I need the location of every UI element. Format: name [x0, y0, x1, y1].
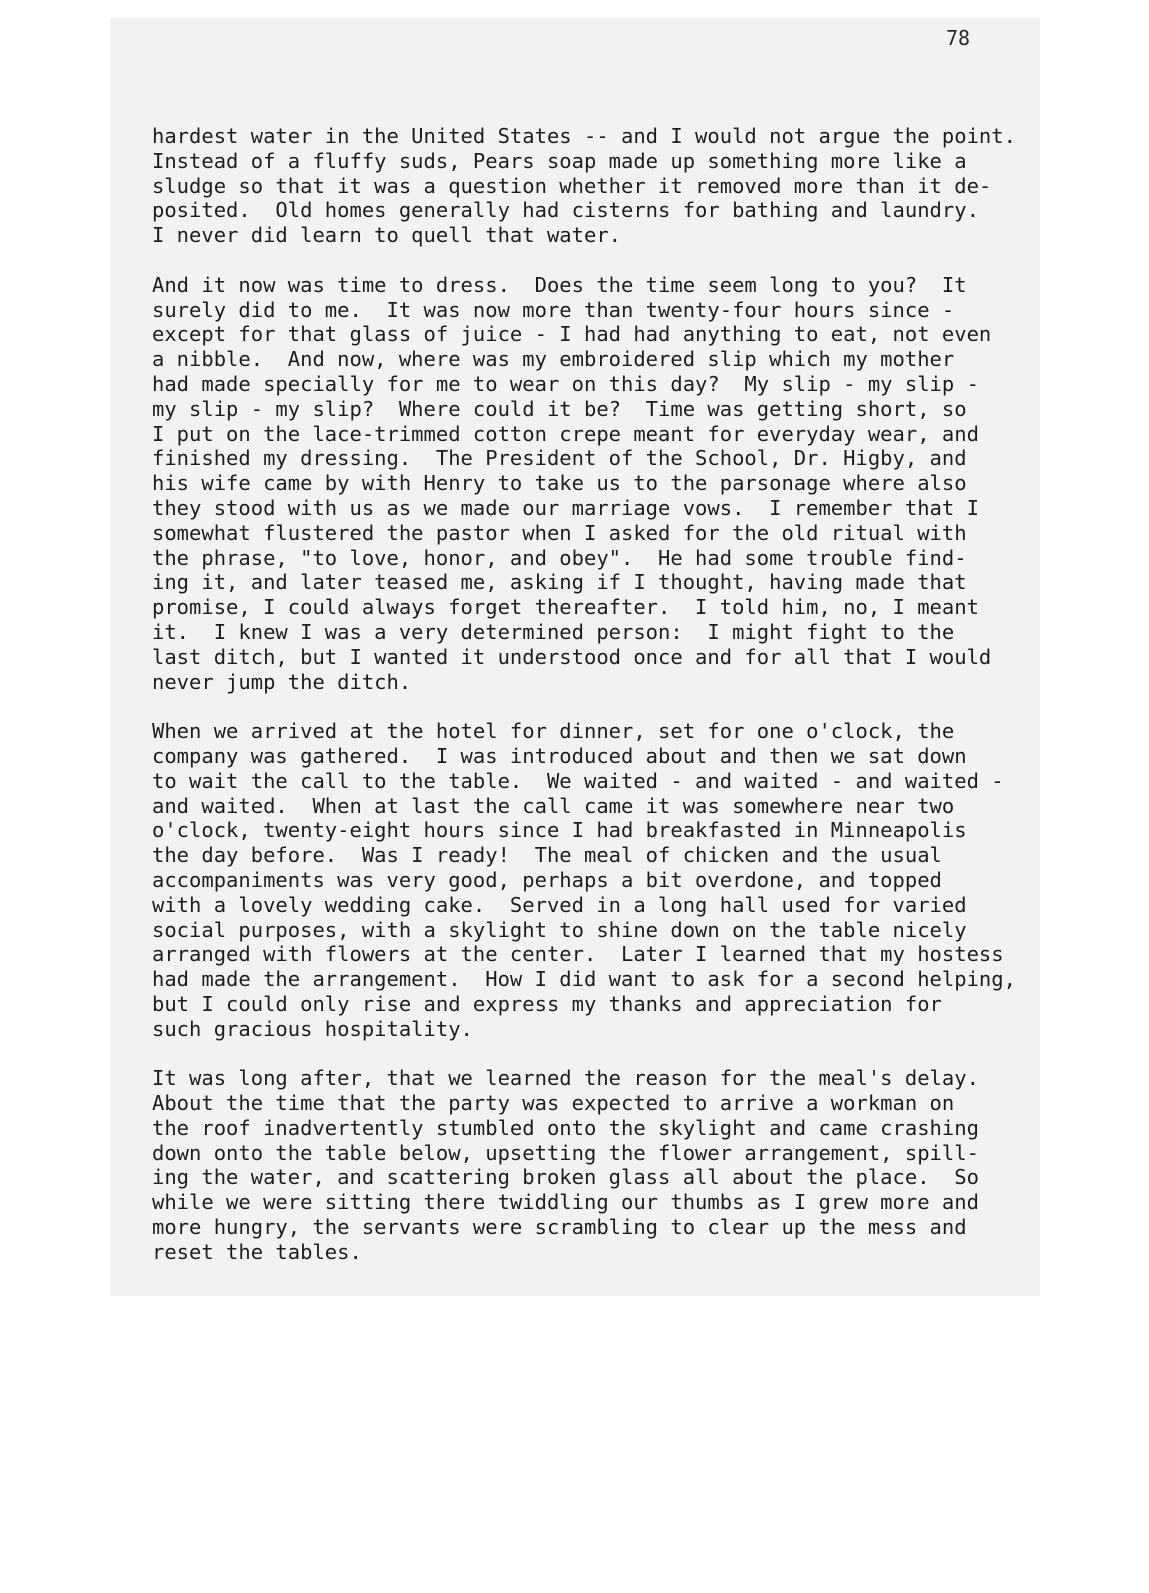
text-line: the day before. Was I ready! The meal of chicken and the usual — [152, 843, 942, 868]
text-line: And it now was time to dress. Does the time seem long to you? It — [152, 272, 967, 297]
text-line: arranged with flowers at the center. Later I learned that my hostess — [152, 942, 1004, 967]
text-line: they stood with us as we made our marriage vows. I remember that I — [152, 495, 979, 520]
text-line: ing it, and later teased me, asking if I thought, having made that — [152, 570, 967, 595]
text-line: to wait the call to the table. We waited - and waited - and waited - — [152, 768, 1004, 793]
text-line: somewhat flustered the pastor when I asked for the old ritual with — [152, 520, 967, 545]
text-line: a nibble. And now, where was my embroidered slip which my mother — [152, 347, 955, 372]
text-line: When we arrived at the hotel for dinner, set for one o'clock, the — [152, 719, 955, 744]
text-line: more hungry, the servants were scrambling to clear up the mess and — [152, 1215, 967, 1240]
text-line: the roof inadvertently stumbled onto the skylight and came crashing — [152, 1115, 979, 1140]
text-line: had made specially for me to wear on this day? My slip - my slip - — [152, 371, 979, 396]
text-line: never jump the ditch. — [152, 669, 412, 694]
text-line: It was long after, that we learned the reason for the meal's delay. — [152, 1066, 979, 1091]
text-line: my slip - my slip? Where could it be? Time was getting short, so — [152, 396, 967, 421]
text-line: promise, I could always forget thereafter. I told him, no, I meant — [152, 595, 979, 620]
text-line: accompaniments was very good, perhaps a bit overdone, and topped — [152, 867, 942, 892]
text-line: ing the water, and scattering broken glass all about the place. So — [152, 1165, 979, 1190]
text-line: surely did to me. It was now more than twenty-four hours since - — [152, 297, 955, 322]
text-line: social purposes, with a skylight to shine down on the table nicely — [152, 917, 967, 942]
text-line: Instead of a fluffy suds, Pears soap made up something more like a — [152, 148, 967, 173]
body-text — [152, 124, 1032, 1289]
text-line: posited. Old homes generally had cisterns for bathing and laundry. — [152, 198, 979, 223]
paragraph-4 — [152, 1066, 1032, 1264]
text-line: but I could only rise and express my thanks and appreciation for — [152, 991, 942, 1016]
text-line: the phrase, "to love, honor, and obey". He had some trouble find- — [152, 545, 967, 570]
text-line: finished my dressing. The President of the School, Dr. Higby, and — [152, 446, 967, 471]
text-line: I never did learn to quell that water. — [152, 223, 621, 248]
text-line: had made the arrangement. How I did want to ask for a second helping, — [152, 967, 1016, 992]
text-line: except for that glass of juice - I had had anything to eat, not even — [152, 322, 992, 347]
paragraph-1 — [152, 124, 1032, 248]
paragraph-3 — [152, 719, 1032, 1041]
text-line: About the time that the party was expected to arrive a workman on — [152, 1091, 955, 1116]
text-line: last ditch, but I wanted it understood once and for all that I would — [152, 644, 992, 669]
paragraph-2 — [152, 273, 1032, 695]
text-line: with a lovely wedding cake. Served in a long hall used for varied — [152, 892, 967, 917]
text-line: his wife came by with Henry to take us to the parsonage where also — [152, 471, 967, 496]
text-line: sludge so that it was a question whether it removed more than it de- — [152, 173, 992, 198]
text-line: down onto the table below, upsetting the flower arrangement, spill- — [152, 1140, 979, 1165]
text-line: company was gathered. I was introduced about and then we sat down — [152, 743, 967, 768]
text-line: I put on the lace-trimmed cotton crepe meant for everyday wear, and — [152, 421, 979, 446]
text-line: o'clock, twenty-eight hours since I had breakfasted in Minneapolis — [152, 818, 967, 843]
text-line: while we were sitting there twiddling our thumbs as I grew more and — [152, 1190, 979, 1215]
text-line: reset the tables. — [152, 1239, 362, 1264]
page-number: 78 — [946, 26, 971, 50]
text-line: it. I knew I was a very determined person: I might fight to the — [152, 619, 955, 644]
text-line: such gracious hospitality. — [152, 1016, 473, 1041]
text-line: and waited. When at last the call came it was somewhere near two — [152, 793, 955, 818]
text-line: hardest water in the United States -- and I would not argue the point. — [152, 124, 1016, 148]
